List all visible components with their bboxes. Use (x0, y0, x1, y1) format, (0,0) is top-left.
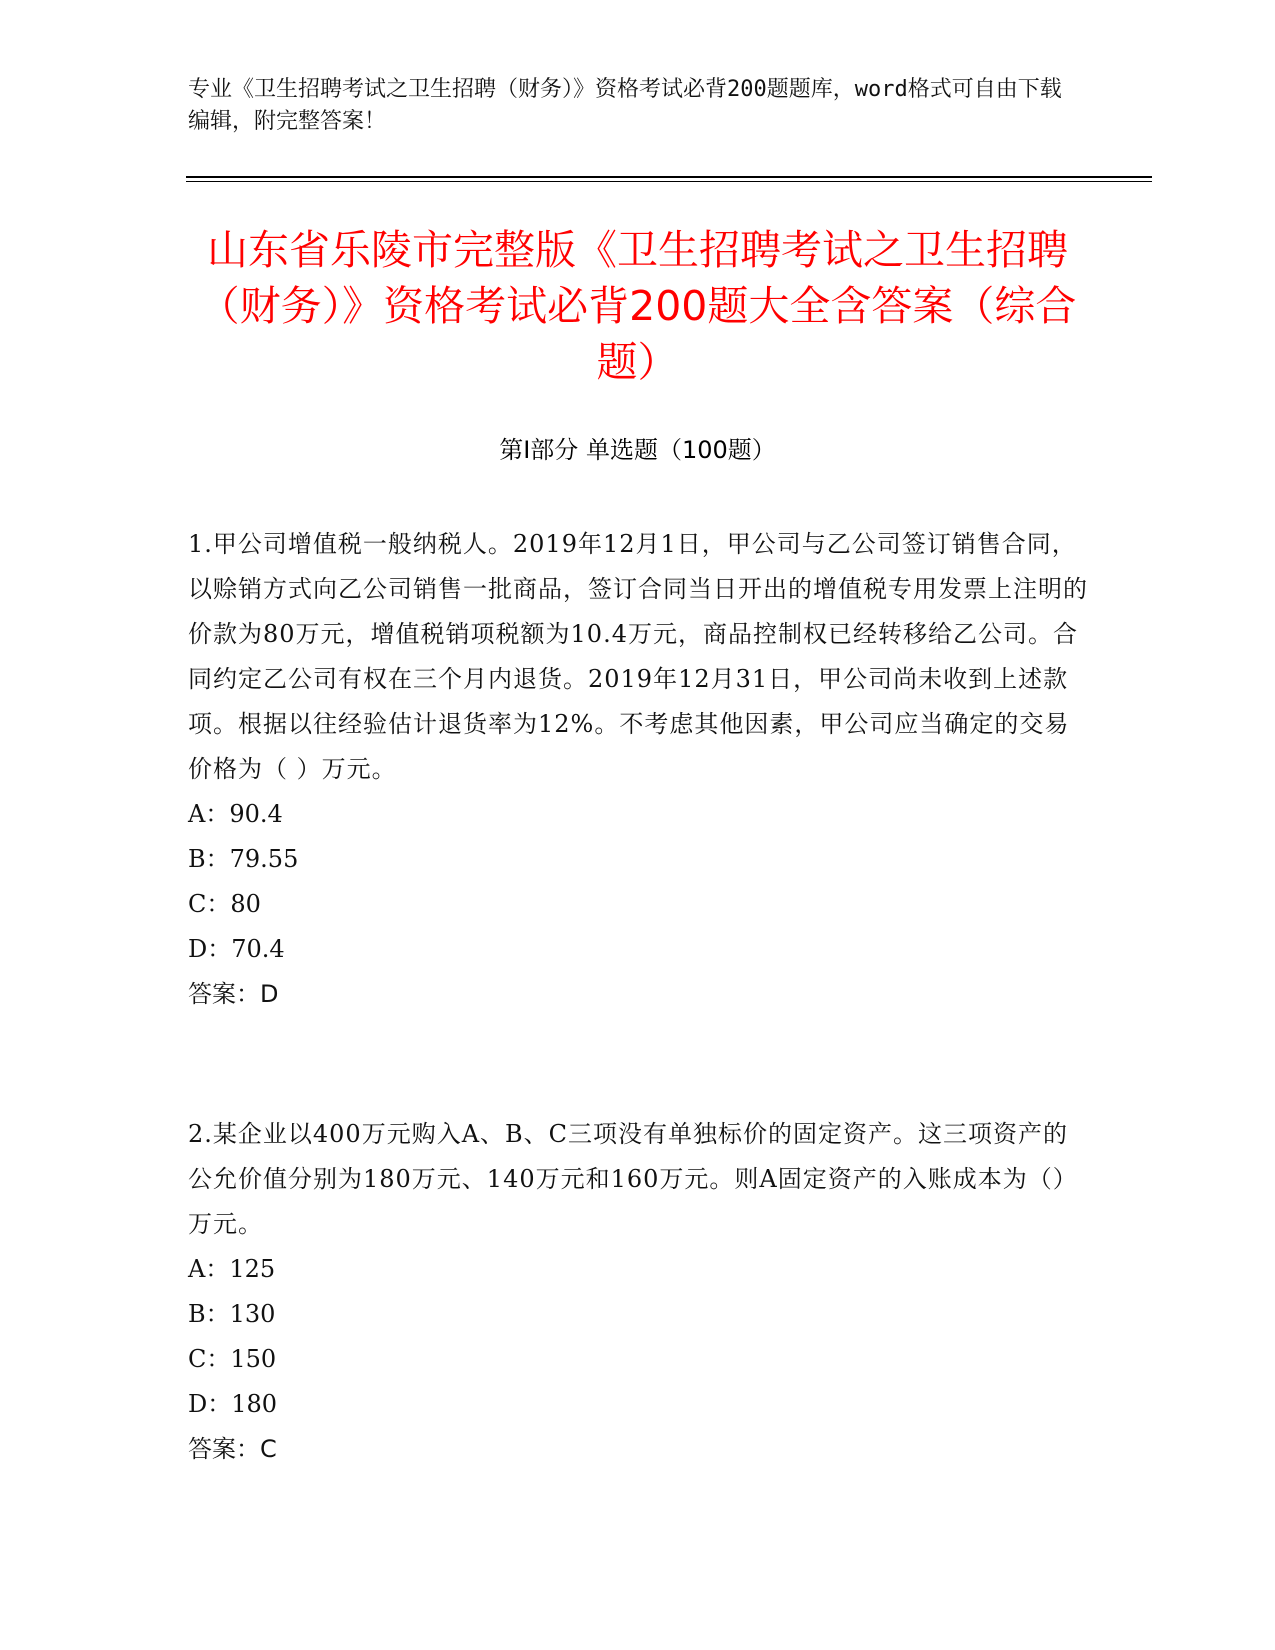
question-text: 1.甲公司增值税一般纳税人。2019年12月1日，甲公司与乙公司签订销售合同，以赊销方式向乙公司销售一批商品，签订合同当日开出的增值税专用发票上注明的价款为80万元，增值税销项税额为10.4万元，商品控制权已经转移给乙公司。合同约定乙公司有权在三个月内退货。2019年12月31日，甲公司尚未收到上述款项。根据以往经验估计退货率为12%。不考虑其他因素，甲公司应当确定的交易价格为（ ）万元。 (188, 530, 1088, 783)
option-a: A：125 (188, 1255, 276, 1283)
answer: 答案：C (188, 1435, 277, 1463)
header-note: 专业《卫生招聘考试之卫生招聘（财务）》资格考试必背200题题库，word格式可自由下载编辑，附完整答案！ (188, 77, 1062, 134)
option-a: A：90.4 (188, 800, 283, 828)
option-b: B：79.55 (188, 845, 299, 873)
option-c: C：80 (188, 890, 261, 918)
header-divider-thick (186, 176, 1152, 178)
option-b: B：130 (188, 1300, 276, 1328)
option-d: D：180 (188, 1390, 278, 1418)
question-2 (188, 1112, 1088, 1472)
question-text: 2.某企业以400万元购入A、B、C三项没有单独标价的固定资产。这三项资产的公允价值分别为180万元、140万元和160万元。则A固定资产的入账成本为（）万元。 (188, 1120, 1078, 1238)
option-d: D：70.4 (188, 935, 285, 963)
answer: 答案：D (188, 980, 279, 1008)
section-title: 第I部分 单选题（100题） (499, 436, 776, 464)
option-c: C：150 (188, 1345, 277, 1373)
header-divider-thin (186, 181, 1152, 182)
question-1 (188, 522, 1088, 1017)
document-title: 山东省乐陵市完整版《卫生招聘考试之卫生招聘（财务）》资格考试必背200题大全含答案（综合题） (198, 226, 1077, 386)
